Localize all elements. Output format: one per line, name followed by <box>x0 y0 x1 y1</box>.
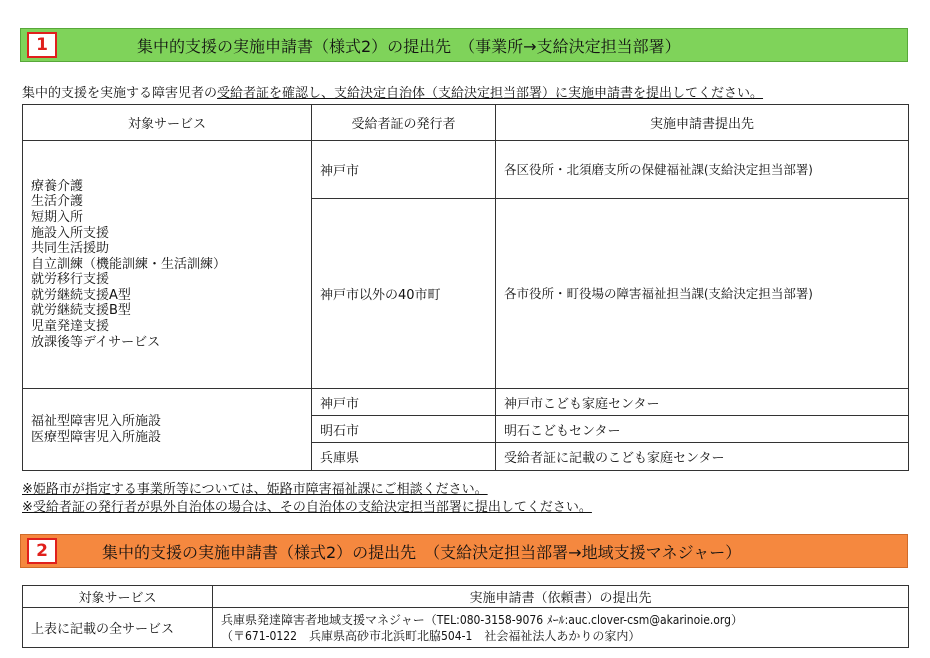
service-item: 短期入所 <box>31 209 84 225</box>
service-item: 放課後等デイサービス <box>31 334 161 350</box>
manager-address-line: （〒671-0122 兵庫県高砂市北浜町北脇504-1 社会福祉法人あかりの家内） <box>221 628 641 643</box>
section1-intro <box>22 82 763 101</box>
destination-cell: 神戸市こども家庭センター <box>496 389 909 416</box>
section2-title: 集中的支援の実施申請書（様式2）の提出先 （支給決定担当部署→地域支援マネジャー） <box>102 542 742 562</box>
note-out-of-prefecture: ※受給者証の発行者が県外自治体の場合は、その自治体の支給決定担当部署に提出してください。 <box>22 500 592 515</box>
destination-cell: 各区役所・北須磨支所の保健福祉課(支給決定担当部署) <box>496 141 909 199</box>
intro-plain: 集中的支援を実施する障害児者の <box>22 86 218 101</box>
submission-table-1 <box>22 104 909 471</box>
section1-banner <box>20 28 908 62</box>
service-item: 就労継続支援A型 <box>31 287 131 303</box>
header-service: 対象サービス <box>23 586 213 608</box>
service-item: 医療型障害児入所施設 <box>31 429 162 445</box>
section1-title: 集中的支援の実施申請書（様式2）の提出先 （事業所→支給決定担当部署） <box>137 36 681 56</box>
section1-number: 1 <box>27 32 57 58</box>
service-item: 療養介護 <box>31 178 84 194</box>
header-issuer: 受給者証の発行者 <box>312 105 496 141</box>
service-item: 自立訓練（機能訓練・生活訓練） <box>31 256 227 272</box>
intro-underlined: 受給者証を確認し、支給決定自治体（支給決定担当部署）に実施申請書を提出してください。 <box>217 86 764 101</box>
service-item: 共同生活援助 <box>31 241 110 257</box>
service-item: 福祉型障害児入所施設 <box>31 413 162 429</box>
issuer-cell: 神戸市 <box>312 389 496 416</box>
service-cell: 上表に記載の全サービス <box>23 608 213 648</box>
service-item: 生活介護 <box>31 194 84 210</box>
header-service: 対象サービス <box>23 105 312 141</box>
issuer-cell: 明石市 <box>312 416 496 443</box>
service-item: 就労移行支援 <box>31 272 110 288</box>
submission-table-2 <box>22 585 909 648</box>
section2-banner <box>20 534 908 568</box>
destination-cell: 各市役所・町役場の障害福祉担当課(支給決定担当部署) <box>496 199 909 389</box>
header-destination: 実施申請書（依頼書）の提出先 <box>213 586 909 608</box>
group2-services <box>23 389 312 471</box>
service-item: 施設入所支援 <box>31 225 110 241</box>
destination-cell: 受給者証に記載のこども家庭センター <box>496 443 909 471</box>
issuer-cell: 神戸市以外の40市町 <box>312 199 496 389</box>
service-item: 児童発達支援 <box>31 319 110 335</box>
section2-number: 2 <box>27 538 57 564</box>
note-himeji: ※姫路市が指定する事業所等については、姫路市障害福祉課にご相談ください。 <box>22 482 488 497</box>
group1-services <box>23 141 312 389</box>
issuer-cell: 神戸市 <box>312 141 496 199</box>
manager-destination-cell <box>213 608 909 648</box>
service-item: 就労継続支援B型 <box>31 303 131 319</box>
destination-cell: 明石こどもセンター <box>496 416 909 443</box>
manager-contact-line: 兵庫県発達障害者地域支援マネジャー（TEL:080-3158-9076 ﾒｰﾙ:auc.clover-csm@akarinoie.org） <box>221 612 743 627</box>
header-destination: 実施申請書提出先 <box>496 105 909 141</box>
issuer-cell: 兵庫県 <box>312 443 496 471</box>
